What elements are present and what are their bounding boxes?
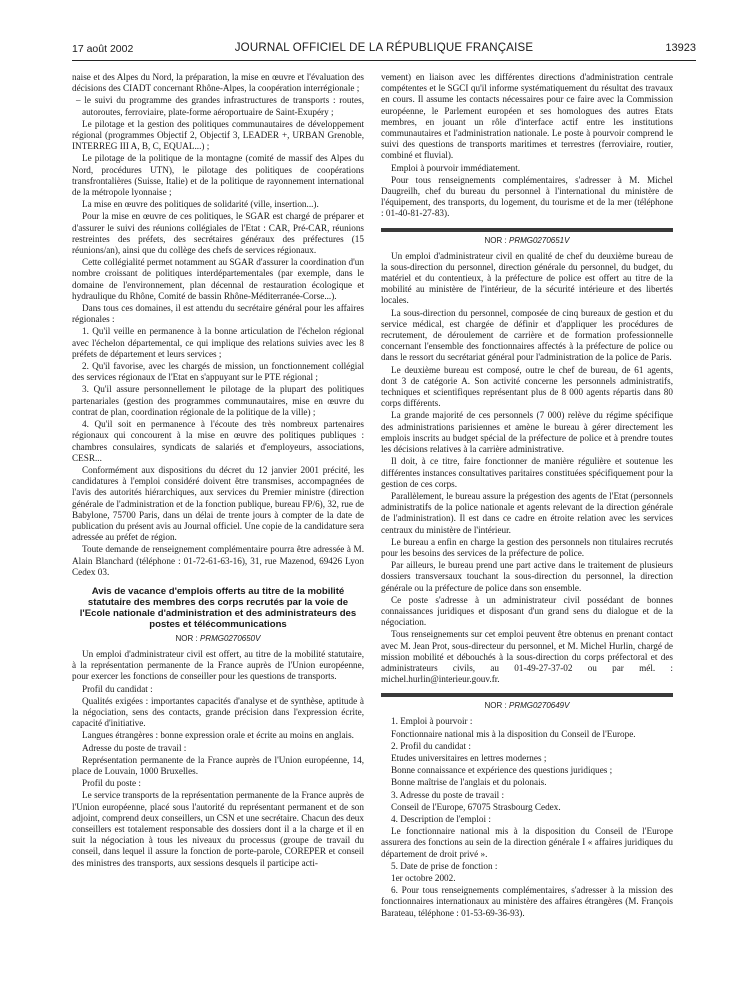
paragraph: Qualités exigées : importantes capacités d'analyse et de synthèse, aptitude à la négociation, sens des contacts, grande précision dans l'expression écrite, capacité d'initiative.: [72, 695, 364, 729]
paragraph: 5. Date de prise de fonction :: [391, 860, 498, 871]
nor-code: PRMG0270650V: [199, 633, 261, 643]
left-column: [72, 72, 364, 870]
paragraph: Le fonctionnaire national mis à la disposition du Conseil de l'Europe assurera des fonctions au sein de la direction générale I « affaires juridiques du département de droit privé ».: [381, 826, 673, 859]
paragraph: 1er octobre 2002.: [391, 873, 456, 883]
page-header: [72, 40, 696, 60]
header-title: JOURNAL OFFICIEL DE LA RÉPUBLIQUE FRANÇAISE: [234, 42, 534, 54]
paragraph: 3. Qu'il assure personnellement le pilotage de la plupart des politiques partenariales (gestion des programmes communautaires, mise en œuvre du contrat de plan, coordination régionale de la politique de la ville) ;: [72, 384, 364, 417]
paragraph: Etudes universitaires en lettres modernes ;: [391, 752, 547, 763]
paragraph: Parallèlement, le bureau assure la prégestion des agents de l'Etat (personnels administratifs de la police nationale et agents relevant de la direction générale de l'administration). Il est dans ce cadre en étroite relation avec les services centraux du ministère de l'intérieur.: [381, 490, 673, 535]
paragraph: Par ailleurs, le bureau prend une part active dans le traitement de plusieurs dossiers transversaux touchant la sous-direction du personnel, la direction générale ou la préfecture de police dans son ensemble.: [381, 560, 673, 593]
header-date: 17 août 2002: [72, 43, 134, 55]
nor-label: NOR :: [484, 235, 507, 245]
right-mid-text: [381, 251, 673, 686]
paragraph: naise et des Alpes du Nord, la préparation, la mise en œuvre et l'évaluation des décisions des CIADT concernant Rhône-Alpes, la coopération interrégionale ;: [72, 72, 364, 94]
paragraph: Pour la mise en œuvre de ces politiques, le SGAR est chargé de préparer et d'assurer le suivi des réunions collégiales de l'Etat : CAR, Pré-CAR, réunions restreintes des préfets, des secrétaires généraux des préfectures (15 réunions/an), ainsi que du collège des chefs de services régionaux.: [72, 211, 364, 256]
paragraph: Ce poste s'adresse à un administrateur civil possédant de bonnes connaissances juridiques et disposant d'un grand sens du dialogue et de la négociation.: [381, 594, 673, 628]
paragraph: Langues étrangères : bonne expression orale et écrite au moins en anglais.: [82, 730, 354, 741]
paragraph: Le pilotage et la gestion des politiques communautaires de développement régional (programmes Objectif 2, Objectif 3, LEADER +, URBAN Grenoble, INTERREG III A, B, C, EQUAL...) ;: [72, 118, 364, 152]
nor-label: NOR :: [484, 701, 507, 711]
paragraph: 4. Description de l'emploi :: [391, 813, 491, 824]
right-column: [381, 72, 673, 920]
paragraph: Le service transports de la représentation permanente de la France auprès de l'Union européenne, placé sous l'autorité du représentant permanent et de son adjoint, comprend deux conseillers, un CSN et une secrétaire. Chacun des deux conseillers est totalement responsable des dossiers dont il a la charge et il en suit la négociation à tous les niveaux du processus (groupe de travail du conseil, dans lequel il assure la fonction de porte-parole, COREPER et conseil des ministres des transports, aux sessions desquels il participe acti-: [72, 790, 364, 868]
nor-code: PRMG0270649V: [508, 701, 570, 711]
paragraph: Le pilotage de la politique de la montagne (comité de massif des Alpes du Nord, procédures UTN), le pilotage des politiques de coopérations transfrontalières (Suisse, Italie) et de la politique de rayonnement international de la métropole lyonnaise ;: [72, 153, 364, 198]
paragraph: Un emploi d'administrateur civil en qualité de chef du deuxième bureau de la sous-direction du personnel, direction générale du personnel, du budget, du matériel et du contentieux, à la préfecture de police est offert au titre de la mobilité au ministère de l'intérieur, de la sécurité intérieure et des libertés locales.: [381, 250, 673, 306]
paragraph: Conformément aux dispositions du décret du 12 janvier 2001 précité, les candidatures à l'emploi considéré doivent être transmises, accompagnées de l'avis des autorités hiérarchiques, aux services du Premier ministre (direction générale de l'administration et de la fonction publique, bureau FP/6), 32, rue de Babylone, 75700 Paris, dans un délai de trente jours à compter de la date de publication du présent avis au Journal officiel. Une copie de la candidature sera adressée au préfet de région.: [72, 464, 364, 543]
right-bottom-text: [381, 716, 673, 918]
section-title: Avis de vacance d'emplois offerts au titre de la mobilité statutaire des membres des corps recrutés par la voie de l'Ecole nationale d'administration et des administrateurs des postes et télécommunications: [79, 585, 357, 630]
paragraph: Pour tous renseignements complémentaires, s'adresser à M. Michel Daugreilh, chef du bureau du personnel à l'international du ministère de l'équipement, des transports, du logement, du tourisme et de la mer (téléphone : 01-40-81-27-83).: [381, 174, 673, 219]
paragraph: Un emploi d'administrateur civil est offert, au titre de la mobilité statutaire, à la représentation permanente de la France auprès de l'Union européenne, pour exercer les fonctions de conseiller pour les questions de transports.: [72, 648, 364, 682]
paragraph: La sous-direction du personnel, composée de cinq bureaux de gestion et du service médical, est chargée de définir et d'appliquer les procédures de recrutement, de déroulement de carrière et de formation professionnelle concernant l'ensemble des fonctionnaires affectés à la préfecture de police ou dans le ressort du secrétariat général pour l'administration de la police de Paris.: [381, 307, 673, 363]
paragraph: 6. Pour tous renseignements complémentaires, s'adresser à la mission des fonctionnaires internationaux au ministère des affaires étrangères (M. François Barateau, téléphone : 01-53-69-36-93).: [381, 885, 673, 918]
paragraph: 2. Qu'il favorise, avec les chargés de mission, un fonctionnement collégial des services régionaux de l'Etat en s'appuyant sur le PTE régional ;: [72, 361, 364, 383]
nor-label: NOR :: [175, 633, 198, 643]
paragraph: Tous renseignements sur cet emploi peuvent être obtenus en prenant contact avec M. Jean Prot, sous-directeur du personnel, et M. Michel Hurlin, chargé de mission mobilité et débouchés à la sous-direction du corps préfectoral et des administrateurs civils, au 01-49-27-37-02 ou par mél. : michel.hurlin@interieur.gouv.fr.: [381, 629, 673, 685]
paragraph: Fonctionnaire national mis à la disposition du Conseil de l'Europe.: [391, 728, 636, 739]
paragraph: La mise en œuvre des politiques de solidarité (ville, insertion...).: [82, 199, 319, 210]
paragraph: Emploi à pourvoir immédiatement.: [391, 162, 521, 173]
paragraph: 1. Emploi à pourvoir :: [391, 716, 473, 727]
paragraph: Profil du candidat :: [82, 683, 153, 694]
header-page-number: 13923: [665, 42, 696, 54]
paragraph: vement) en liaison avec les différentes directions d'administration centrale compétentes et le SGCI qu'il informe systématiquement du résultat des travaux en cours. Il assume les contacts nécessaires pour ce faire avec la Commission européenne, le Parlement européen et ses homologues des autres Etats membres, en jouant un rôle d'interface actif entre les institutions communautaires et l'administration nationale. Le poste à pourvoir comprend le suivi des questions de transports maritimes et terrestres (ferroviaire, routier, combiné et fluvial).: [381, 72, 673, 161]
left-bottom-text: [72, 649, 364, 869]
left-top-text: [72, 72, 364, 578]
paragraph: Cette collégialité permet notamment au SGAR d'assurer la coordination d'un nombre croissant de politiques interdépartementales (par exemple, dans le domaine de l'environnement, plan décennal de restauration écologique et hydraulique du Rhône, Comité de bassin Rhône-Méditerranée-Corse...).: [72, 257, 364, 301]
paragraph: Adresse du poste de travail :: [82, 742, 187, 753]
paragraph: – le suivi du programme des grandes infrastructures de transports : routes, autoroutes, ferroviaire, plate-forme aéroportuaire de Saint-Exupéry ;: [76, 95, 364, 117]
paragraph: Représentation permanente de la France auprès de l'Union européenne, 14, place de Louvain, 1000 Bruxelles.: [72, 754, 364, 776]
section-separator: [381, 693, 673, 697]
section-separator: [381, 228, 673, 232]
paragraph: La grande majorité de ces personnels (7 000) relève du régime spécifique des administrations parisiennes et amène le bureau à gérer directement les emplois inscrits au budget spécial de la préfecture de police et à prendre toutes les décisions relatives à la carrière administrative.: [381, 410, 673, 455]
paragraph: Profil du poste :: [82, 778, 141, 789]
paragraph: 4. Qu'il soit en permanence à l'écoute des très nombreux partenaires régionaux qui concourent à la mise en œuvre des politiques publiques : chambres consulaires, syndicats de salariés et d'employeurs, associations, CESR...: [72, 419, 364, 463]
nor-code: PRMG0270651V: [508, 235, 570, 245]
paragraph: 2. Profil du candidat :: [391, 740, 471, 751]
nor-reference: [381, 236, 673, 245]
paragraph: Le deuxième bureau est composé, outre le chef de bureau, de 61 agents, dont 3 de catégorie A. Son activité concerne les personnels administratifs, techniques et scientifiques représentant plus de 8 000 agents répartis dans 80 corps différents.: [381, 364, 673, 409]
paragraph: Le bureau a enfin en charge la gestion des personnels non titulaires recrutés pour les besoins des services de la préfecture de police.: [381, 536, 673, 558]
header-rule: [72, 60, 696, 61]
paragraph: 1. Qu'il veille en permanence à la bonne articulation de l'échelon régional avec l'échelon départemental, ce qui implique des relations suivies avec les 8 préfets de département et leurs services ;: [72, 326, 364, 359]
paragraph: Conseil de l'Europe, 67075 Strasbourg Cedex.: [391, 801, 561, 812]
nor-reference: [72, 634, 364, 643]
nor-reference: [381, 701, 673, 710]
paragraph: Dans tous ces domaines, il est attendu du secrétaire général pour les affaires régionales :: [72, 303, 364, 325]
paragraph: Bonne maîtrise de l'anglais et du polonais.: [391, 777, 547, 788]
paragraph: 3. Adresse du poste de travail :: [391, 789, 505, 800]
paragraph: Bonne connaissance et expérience des questions juridiques ;: [391, 765, 613, 776]
paragraph: Il doit, à ce titre, faire fonctionner de manière régulière et soutenue les différentes instances consultatives paritaires constituées spécifiquement pour la gestion de ces corps.: [381, 456, 673, 489]
paragraph: Toute demande de renseignement complémentaire pourra être adressée à M. Alain Blanchard (téléphone : 01-72-61-63-16), 31, rue Mazenod, 69426 Lyon Cedex 03.: [72, 544, 364, 577]
right-top-text: [381, 72, 673, 220]
